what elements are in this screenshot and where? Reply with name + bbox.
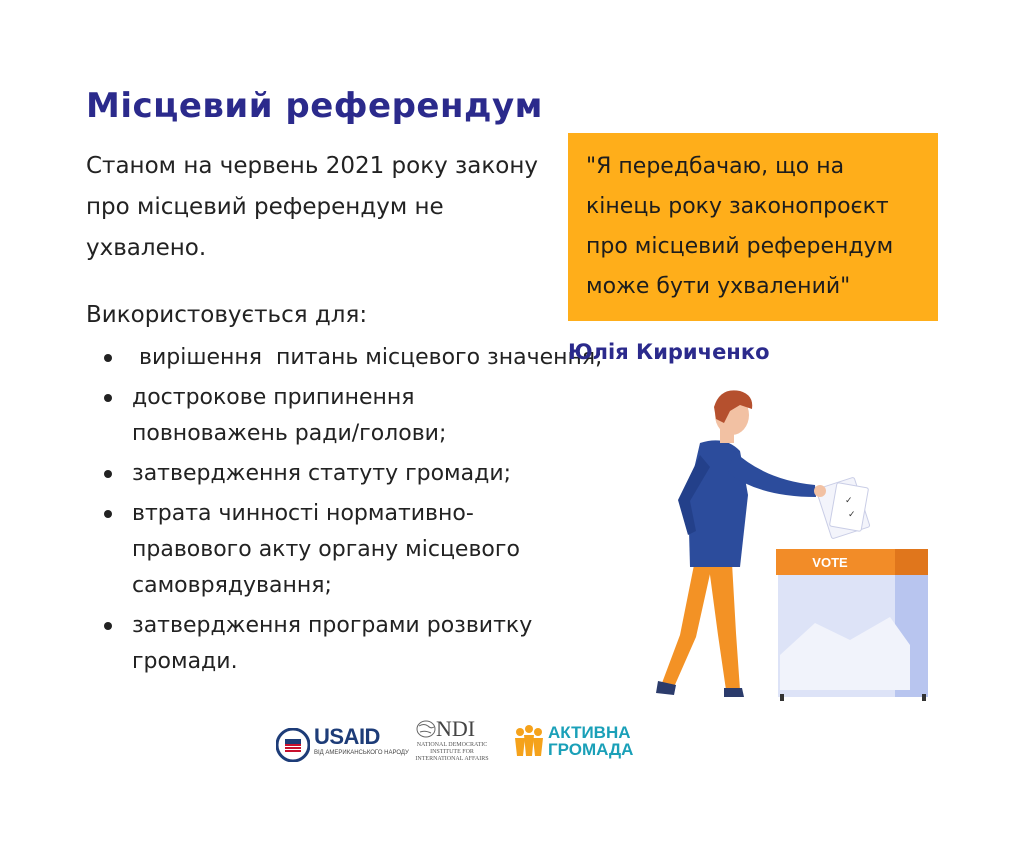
quote-author: Юлія Кириченко <box>568 340 770 364</box>
page-title: Місцевий референдум <box>86 86 543 126</box>
people-icon <box>512 724 546 758</box>
hromada-line1: АКТИВНА <box>548 723 631 742</box>
list-item-text: втрата чинності нормативно-правового акту органу місцевого самоврядування; <box>132 501 520 598</box>
list-item-text: затвердження статуту громади; <box>132 461 512 486</box>
ballot-box-icon <box>776 549 928 701</box>
bullet-icon <box>104 622 112 630</box>
globe-icon <box>416 720 436 738</box>
list-item <box>132 496 562 604</box>
hromada-wordmark <box>548 724 633 758</box>
list-item <box>132 608 562 680</box>
list-item <box>132 456 562 492</box>
uses-list <box>132 340 603 684</box>
list-item-text: затвердження програми розвитку громади. <box>132 613 533 674</box>
usaid-wordmark: USAID <box>314 724 380 749</box>
uses-heading: Використовується для: <box>86 302 368 328</box>
list-item-text: дострокове припинення повноважень ради/голови; <box>132 385 447 446</box>
list-item-text: вирішення питань місцевого значення; <box>132 345 603 370</box>
bullet-icon <box>104 510 112 518</box>
usaid-tagline: ВІД АМЕРИКАНСЬКОГО НАРОДУ <box>314 750 409 756</box>
svg-text:✓: ✓ <box>848 510 856 520</box>
usaid-seal-icon <box>276 728 310 762</box>
partner-logos <box>276 716 656 776</box>
quote-text: "Я передбачаю, що на кінець року законопроєкт про місцевий референдум може бути ухвалений" <box>586 154 894 299</box>
vote-label: VOTE <box>812 555 848 570</box>
ndi-tagline: NATIONAL DEMOCRATIC INSTITUTE FOR INTERNATIONAL AFFAIRS <box>415 742 489 762</box>
bullet-icon <box>104 394 112 402</box>
ndi-wordmark: NDI <box>436 716 476 741</box>
voting-illustration <box>640 385 940 705</box>
ndi-logo <box>414 716 490 774</box>
list-item <box>132 340 603 376</box>
svg-text:✓: ✓ <box>845 496 853 506</box>
bullet-icon <box>104 470 112 478</box>
usaid-logo <box>276 724 409 764</box>
quote-box <box>568 133 938 321</box>
hromada-line2: ГРОМАДА <box>548 740 634 759</box>
aktyvna-hromada-logo <box>512 722 652 766</box>
list-item <box>132 380 562 452</box>
bullet-icon <box>104 354 112 362</box>
intro-text: Станом на червень 2021 року закону про місцевий референдум не ухвалено. <box>86 153 538 261</box>
ballot-papers-icon <box>816 477 870 539</box>
